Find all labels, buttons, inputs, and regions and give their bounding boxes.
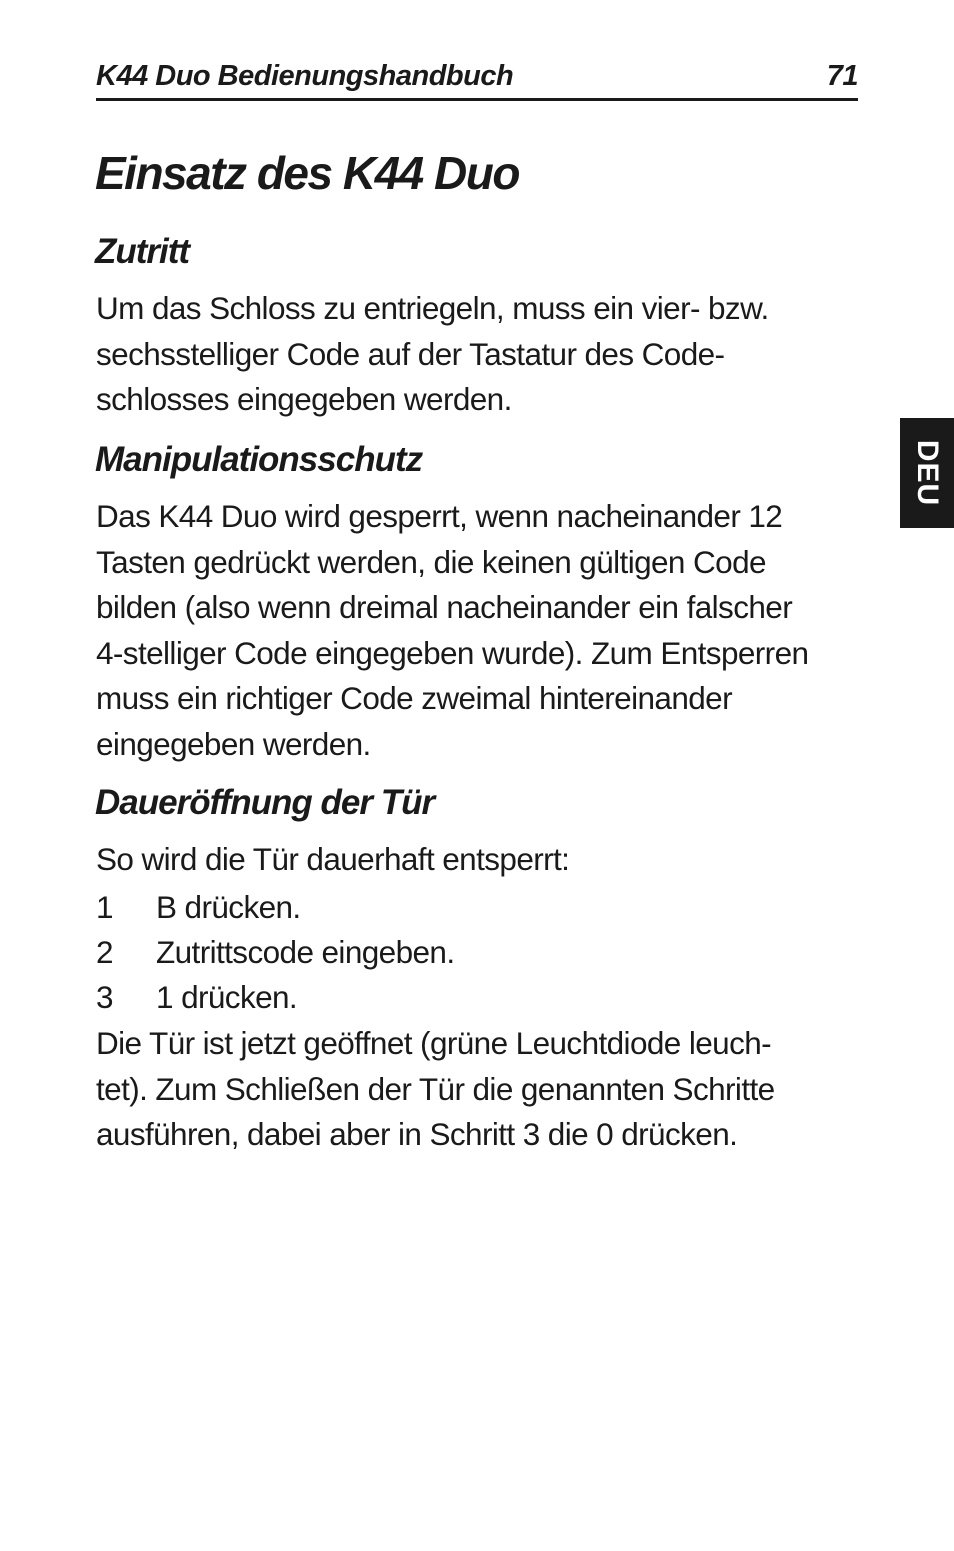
body-line: ausführen, dabei aber in Schritt 3 die 0 drücken.	[96, 1116, 738, 1152]
language-tab-label: DEU	[911, 439, 944, 507]
step-text: 1 drücken.	[156, 979, 298, 1015]
section-body-manipulationsschutz	[96, 494, 866, 767]
body-line: tet). Zum Schließen der Tür die genannten Schritte	[96, 1070, 775, 1107]
page-title: Einsatz des K44 Duo	[95, 147, 519, 199]
section-heading-zutritt: Zutritt	[95, 232, 190, 271]
step-number: 3	[96, 979, 113, 1015]
step-number: 2	[96, 934, 113, 970]
running-header	[96, 58, 858, 101]
section-intro-daueroeffnung: So wird die Tür dauerhaft entsperrt:	[96, 841, 570, 877]
step-item	[96, 885, 866, 930]
body-line: Tasten gedrückt werden, die keinen gültigen Code	[96, 543, 766, 580]
body-line: eingegeben werden.	[96, 725, 371, 762]
step-item	[96, 930, 866, 975]
section-heading-daueroeffnung: Daueröffnung der Tür	[95, 783, 435, 822]
section-heading-manipulationsschutz: Manipulationsschutz	[95, 440, 423, 479]
body-line: muss ein richtiger Code zweimal hintereinander	[96, 680, 732, 716]
body-line: Die Tür ist jetzt geöffnet (grüne Leuchtdiode leuch-	[96, 1025, 772, 1061]
body-line: schlosses eingegeben werden.	[96, 381, 512, 417]
body-line: 4-stelliger Code eingegeben wurde). Zum Entsperren	[96, 634, 809, 671]
body-line: Das K44 Duo wird gesperrt, wenn nacheinander 12	[96, 498, 783, 534]
step-text: B drücken.	[156, 889, 301, 925]
step-item	[96, 975, 866, 1020]
page-number: 71	[826, 60, 858, 92]
section-body-daueroeffnung	[96, 1021, 866, 1158]
body-line: sechsstelliger Code auf der Tastatur des Code-	[96, 335, 725, 372]
section-body-zutritt	[96, 286, 866, 423]
step-number: 1	[96, 889, 113, 925]
language-tab	[900, 418, 954, 528]
header-title: K44 Duo Bedienungshandbuch	[96, 60, 514, 92]
body-line: Um das Schloss zu entriegeln, muss ein vier- bzw.	[96, 290, 769, 326]
step-text: Zutrittscode eingeben.	[156, 934, 455, 970]
body-line: bilden (also wenn dreimal nacheinander ein falscher	[96, 589, 793, 625]
